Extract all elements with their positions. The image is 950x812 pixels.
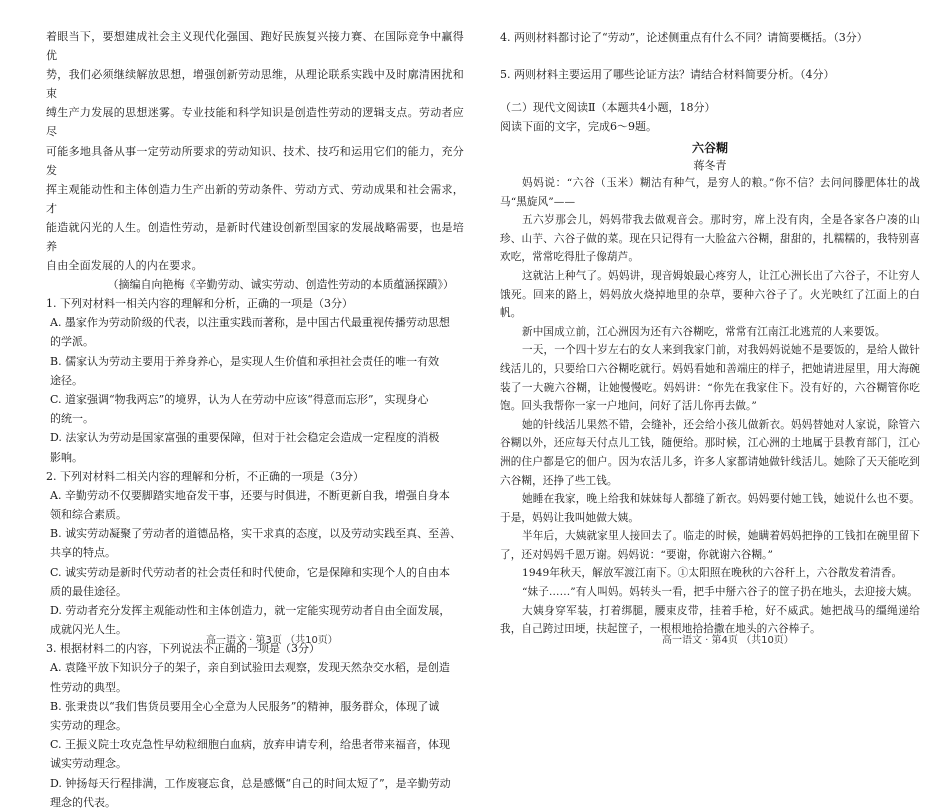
- article-paragraph: 1949年秋天，解放军渡江南下。①太阳照在晚秋的六谷秆上，六谷散发着清香。: [522, 567, 903, 580]
- article-paragraph: 新中国成立前，江心洲因为还有六谷糊吃，常常有江南江北逃荒的人来要饭。: [522, 325, 886, 338]
- option-d: D. 劳动者充分发挥主观能动性和主体创造力，就一定能实现劳动者自由全面发展， 成就闪光人生。: [50, 604, 451, 637]
- passage-source: （摘编自向艳梅《辛勤劳动、诚实劳动、创造性劳动的本质蕴涵探蹟》）: [107, 278, 454, 292]
- option-a: A. 墨家作为劳动阶级的代表，以注重实践而著称，是中国古代最重视传播劳动思想 的学派。: [50, 316, 450, 349]
- passage-line: 挥主观能动性和主体创造力生产出新的劳动条件、劳动方式、劳动成果和社会需求，才: [46, 182, 464, 215]
- question-4: 4. 两则材料都讨论了“劳动”，论述侧重点有什么不同？请简要概括。（3分）: [500, 31, 868, 44]
- option-a: A. 袁隆平放下知识分子的架子，亲自到试验田去观察，发现天然杂交水稻，是创造 性劳动的典型。: [50, 661, 450, 694]
- article-paragraph: 她睡在我家，晚上给我和妹妹每人都缝了新衣。妈妈要付她工钱，她说什么也不要。于是，妈妈让我叫她做大姨。: [500, 493, 920, 524]
- option-b: B. 诚实劳动凝聚了劳动者的道德品格，实干求真的态度，以及劳动实践至真、至善、 共享的特点。: [50, 527, 462, 560]
- article-author: 蒋冬青: [693, 159, 727, 172]
- page-footer-left: 高一语文 · 第3页 （共10页）: [206, 635, 338, 646]
- passage-line: 可能多地具备从事一定劳动所要求的劳动知识、技术、技巧和运用它们的能力，充分发: [46, 144, 464, 177]
- article-paragraph: 半年后，大姨就家里人接回去了。临走的时候，她瞒着妈妈把挣的工钱扣在碗里留下了，还对妈妈千恩万谢。妈妈说：“要谢，你就谢六谷糊。”: [500, 530, 920, 561]
- article-paragraph: “妹子……”有人叫妈。妈转头一看，把手中掰六谷子的筐子扔在地头，去迎接大姨。: [522, 586, 919, 599]
- option-b: B. 儒家认为劳动主要用于养身养心，是实现人生价值和承担社会责任的唯一有效 途径。: [50, 354, 440, 387]
- article-paragraph: 大姨身穿军装，打着绑腿，腰束皮带，挂着手枪，好不威武。她把战马的缰绳递给我，自己跨过田埂，扶起筐子，一根根地拾拾撒在地头的六谷棒子。: [500, 604, 920, 636]
- option-d: D. 钟扬每天行程排满，工作废寝忘食，总是感慨“自己的时间太短了”，是辛勤劳动 理念的代表。: [50, 776, 451, 809]
- question-stem: 3. 根据材料二的内容，下列说法不正确的一项是（3分）: [46, 642, 320, 656]
- article-paragraph: 她的针线活儿果然不错，会缝补，还会给小孩儿做新衣。妈妈替她对人家说，除管六谷糊以外，还应每天付点儿工钱，随便给。那时候，江心洲的土地属于县教育部门，江心洲的住户都是它的佃户。因为农活儿多，许多人家都请她做针线活儿。她除了天天能吃到六谷糊，还挣了些工钱。: [500, 418, 920, 487]
- question-3: [46, 639, 464, 812]
- reading-instruction: 阅读下面的文字，完成6～9题。: [500, 120, 657, 133]
- article-body: [500, 174, 920, 639]
- option-c: C. 道家强调“物我两忘”的境界，认为人在劳动中应该“得意而忘形”，实现身心 的统一。: [50, 393, 429, 426]
- passage-line: 能造就闪光的人生。创造性劳动，是新时代建设创新型国家的发展战略需要，也是培养: [46, 220, 464, 254]
- option-d: D. 法家认为劳动是国家富强的重要保障，但对于社会稳定会造成一定程度的消极 影响。: [50, 431, 440, 464]
- passage-line: 势，我们必须继续解放思想，增强创新劳动思维，从理论联系实践中及时廓清困扰和束: [46, 68, 464, 101]
- question-stem: 1. 下列对材料一相关内容的理解和分析，正确的一项是（3分）: [46, 297, 353, 311]
- article-title: 六谷糊: [691, 141, 728, 155]
- question-2: [46, 467, 464, 640]
- option-c: C. 王振义院士攻克急性早幼粒细胞白血病，放弃申请专利，给患者带来福音，体现 诚实劳动理念。: [50, 738, 451, 771]
- article-paragraph: 五六岁那会儿，妈妈带我去做观音会。那时穷，席上没有肉，全是各家各户凑的山珍、山芋、六谷子做的菜。现在只记得有一大脸盆六谷糊，甜甜的，扎糯糯的，我特别喜欢吃，常常吃得肚子像葫芦。: [500, 214, 920, 264]
- passage-excerpt: [46, 27, 464, 275]
- page-footer-right: 高一语文 · 第4页 （共10页）: [662, 635, 794, 646]
- passage-line: 缚生产力发展的思想迷雾。专业技能和科学知识是创造性劳动的逻辑支点。劳动者应尽: [46, 106, 464, 139]
- right-page: [500, 0, 920, 654]
- option-a: A. 辛勤劳动不仅要脚踏实地奋发干事，还要与时俱进，不断更新自我，增强自身本 领和综合素质。: [50, 488, 450, 522]
- article-paragraph: 一天，一个四十岁左右的女人来到我家门前，对我妈妈说她不是要饭的，是给人做针线活儿的，只要给口六谷糊吃就行。妈妈看她和善端庄的样子，把她请进屋里，用大海碗装了一大碗六谷糊，让她慢慢吃。妈妈讲：“你先在我家住下。没有好的，六谷糊管你吃饱。回头我帮你一家一户地问，问好了活儿你再去做。”: [500, 344, 920, 413]
- article-paragraph: 这就沾上种气了。妈妈讲，现音姆娘最心疼穷人，让江心洲长出了六谷子，不让穷人饿死。回来的路上，妈妈放火烧掉地里的杂草，要种六谷子了。火光映红了江面上的白帆。: [500, 269, 920, 320]
- question-1: [46, 294, 464, 467]
- option-c: C. 诚实劳动是新时代劳动者的社会责任和时代使命，它是保障和实现个人的自由本 质的最佳途径。: [50, 565, 451, 598]
- option-b: B. 张秉贵以“我们售货员要用全心全意为人民服务”的精神，服务群众，体现了诚 实劳动的理念。: [50, 699, 440, 733]
- article-paragraph: 妈妈说：“六谷（玉米）糊沽有种气，是穷人的粮。”你不信？去问问滕肥体壮的战马“黑旋风”——: [500, 177, 920, 208]
- question-stem: 2. 下列对材料二相关内容的理解和分析，不正确的一项是（3分）: [46, 469, 364, 483]
- passage-line: 着眼当下，要想建成社会主义现代化强国、跑好民族复兴接力赛、在国际竞争中赢得优: [46, 30, 464, 63]
- section-heading: （二）现代文阅读Ⅱ（本题共4小题，18分）: [500, 101, 716, 114]
- question-5: 5. 两则材料主要运用了哪些论证方法？请结合材料简要分析。（4分）: [500, 68, 835, 81]
- left-page: [46, 0, 464, 809]
- passage-line: 自由全面发展的人的内在要求。: [46, 259, 203, 273]
